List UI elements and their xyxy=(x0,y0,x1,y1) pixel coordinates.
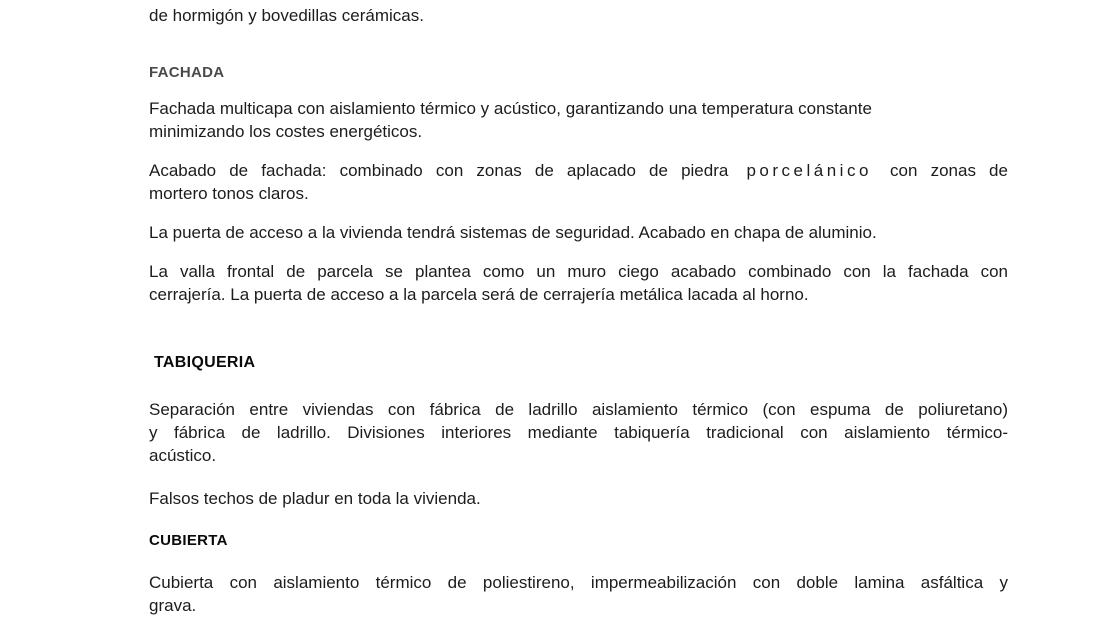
fachada-paragraph-3 xyxy=(149,221,1008,244)
text-line: cerrajería. La puerta de acceso a la parcela será de cerrajería metálica lacada al horno. xyxy=(149,285,809,304)
fachada-paragraph-1 xyxy=(149,97,1008,143)
tabiqueria-section-heading: TABIQUERIA xyxy=(154,354,256,371)
text-line: La valla frontal de parcela se plantea como un muro ciego acabado combinado con la fachada con xyxy=(149,262,1008,281)
text-segment: con zonas de xyxy=(890,161,1008,180)
text-line: Separación entre viviendas con fábrica de ladrillo aislamiento térmico (con espuma de poliuretano) xyxy=(149,400,1008,419)
fachada-paragraph-2 xyxy=(149,159,1008,205)
text-line: minimizando los costes energéticos. xyxy=(149,122,423,141)
cubierta-section-heading: CUBIERTA xyxy=(149,532,228,549)
text-line: Fachada multicapa con aislamiento térmico y acústico, garantizando una temperatura constante xyxy=(149,99,872,118)
fachada-section-heading: FACHADA xyxy=(149,64,225,81)
text-line: Cubierta con aislamiento térmico de poliestireno, impermeabilización con doble lamina asfáltica y xyxy=(149,573,1008,592)
text-line: de hormigón y bovedillas cerámicas. xyxy=(149,6,424,25)
text-line: y fábrica de ladrillo. Divisiones interiores mediante tabiquería tradicional con aislamiento térmico- xyxy=(149,423,1008,442)
text-segment: Acabado de fachada: combinado con zonas de aplacado de piedra xyxy=(149,161,729,180)
text-line: La puerta de acceso a la vivienda tendrá sistemas de seguridad. Acabado en chapa de aluminio. xyxy=(149,223,877,242)
letterspaced-word: porcelánico xyxy=(746,161,872,180)
fachada-paragraph-4 xyxy=(149,260,1008,306)
text-line: grava. xyxy=(149,596,197,615)
text-line: acústico. xyxy=(149,446,217,465)
intro-paragraph-fragment xyxy=(149,4,1008,27)
tabiqueria-paragraph-1 xyxy=(149,398,1008,467)
text-line: mortero tonos claros. xyxy=(149,184,309,203)
text-line xyxy=(149,159,1008,182)
cubierta-paragraph-1 xyxy=(149,571,1008,617)
tabiqueria-paragraph-2 xyxy=(149,487,1008,510)
text-line: Falsos techos de pladur en toda la vivienda. xyxy=(149,489,481,508)
